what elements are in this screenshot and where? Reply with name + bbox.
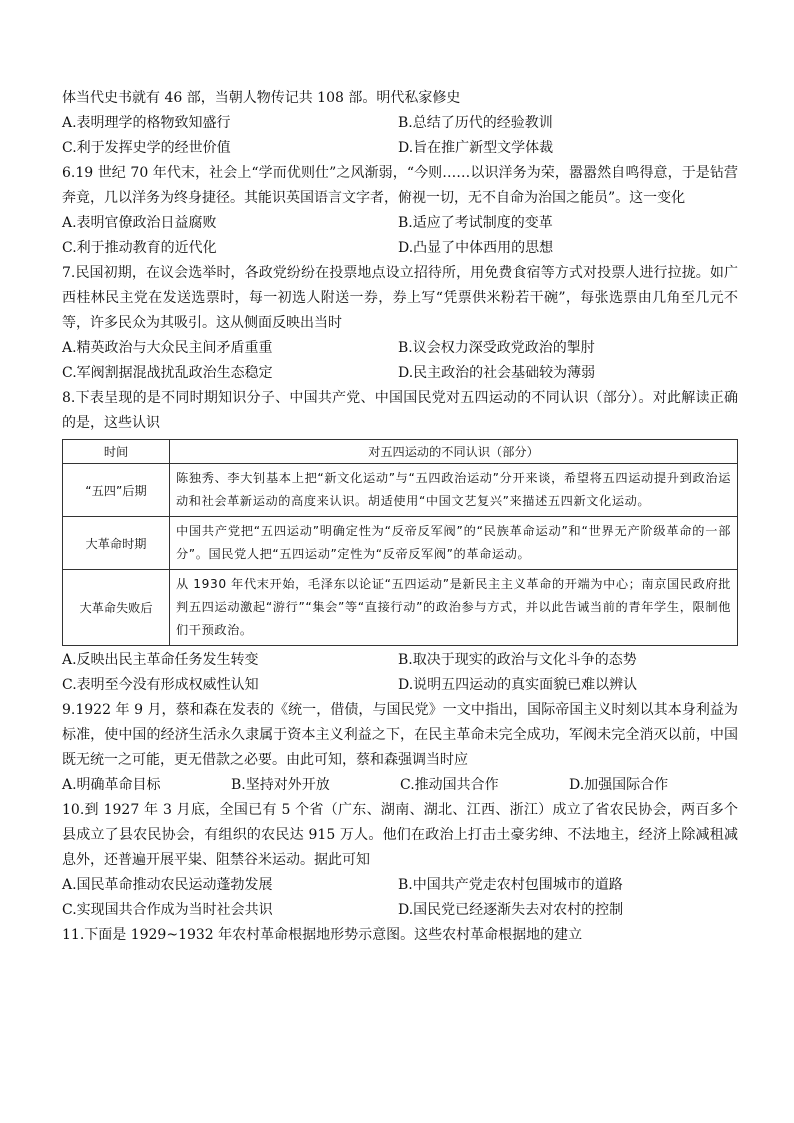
q9-stem: 9.1922 年 9 月，蔡和森在发表的《统一，借债，与国民党》一文中指出，国际帝国主义时刻以其本身利益为标准，使中国的经济生活永久隶属于资本主义利益之下，在民主革命未完全成功，军阀未完全消灭以前，中国既无统一之可能，更无借款之必要。由此可知，蔡和森强调当时应 — [62, 702, 738, 768]
q11-stem: 11.下面是 1929~1932 年农村革命根据地形势示意图。这些农村革命根据地的建立 — [62, 927, 583, 943]
table-header-row — [63, 440, 738, 464]
q7-option-a: A.精英政治与大众民主间矛盾重重 — [62, 340, 273, 356]
q10-option-a: A.国民革命推动农民运动蓬勃发展 — [62, 877, 273, 893]
q9-option-a: A.明确革命目标 — [62, 777, 161, 793]
q8-options — [62, 648, 738, 698]
q10-options — [62, 873, 738, 923]
q9-option-b: B.坚持对外开放 — [231, 777, 330, 793]
q8-option-b: B.取决于现实的政治与文化斗争的态势 — [398, 652, 637, 668]
q5-option-c: C.利于发挥史学的经世价值 — [62, 140, 231, 156]
q7-options — [62, 336, 738, 386]
q6-options — [62, 211, 738, 261]
q7-option-d: D.民主政治的社会基础较为薄弱 — [398, 365, 596, 381]
table-header-time: 时间 — [63, 440, 170, 464]
q10-option-c: C.实现国共合作成为当时社会共识 — [62, 902, 273, 918]
q7-option-c: C.军阀割据混战扰乱政治生态稳定 — [62, 365, 273, 381]
table-row — [63, 464, 738, 517]
q8-option-c: C.表明至今没有形成权威性认知 — [62, 677, 259, 693]
table-cell-period: 大革命时期 — [63, 517, 170, 570]
table-cell-text: 从 1930 年代末开始，毛泽东以论证“五四运动”是新民主主义革命的开端为中心；南京国民政府批判五四运动激起“游行”“集会”等“直接行动”的政治参与方式，并以此告诫当前的青年学生，限制他们干预政治。 — [170, 570, 738, 646]
q5-option-a: A.表明理学的格物致知盛行 — [62, 115, 231, 131]
q6-option-d: D.凸显了中体西用的思想 — [398, 240, 554, 256]
q9-option-d: D.加强国际合作 — [569, 777, 669, 793]
table-row — [63, 570, 738, 646]
exam-page — [62, 86, 738, 948]
table-row — [63, 517, 738, 570]
table-cell-period: “五四”后期 — [63, 464, 170, 517]
q9-options — [62, 773, 738, 798]
table-header-views: 对五四运动的不同认识（部分） — [170, 440, 738, 464]
q6-option-c: C.利于推动教育的近代化 — [62, 240, 217, 256]
intro-line: 体当代史书就有 46 部，当朝人物传记共 108 部。明代私家修史 — [62, 90, 461, 106]
q8-stem: 8.下表呈现的是不同时期知识分子、中国共产党、中国国民党对五四运动的不同认识（部分）。对此解读正确的是，这些认识 — [62, 390, 738, 431]
q8-option-d: D.说明五四运动的真实面貌已难以辨认 — [398, 677, 638, 693]
q10-option-d: D.国民党已经逐渐失去对农村的控制 — [398, 902, 624, 918]
table-cell-text: 陈独秀、李大钊基本上把“新文化运动”与“五四政治运动”分开来谈，希望将五四运动提升到政治运动和社会革新运动的高度来认识。胡适使用“中国文艺复兴”来描述五四新文化运动。 — [170, 464, 738, 517]
q8-table — [62, 439, 738, 646]
q9-option-c: C.推动国共合作 — [400, 777, 499, 793]
q7-option-b: B.议会权力深受政党政治的掣肘 — [398, 340, 595, 356]
q10-stem: 10.到 1927 年 3 月底，全国已有 5 个省（广东、湖南、湖北、江西、浙江）成立了省农民协会，两百多个县成立了县农民协会，有组织的农民达 915 万人。他们在政治上打击土豪劣绅、不法地主，经济上除减租减息外，还普遍开展平粜、阻禁谷米运动。据此可知 — [62, 802, 738, 868]
q6-option-b: B.适应了考试制度的变革 — [398, 215, 553, 231]
q7-stem: 7.民国初期，在议会选举时，各政党纷纷在投票地点设立招待所，用免费食宿等方式对投票人进行拉拢。如广西桂林民主党在发送选票时，每一初选人附送一券，券上写“凭票供米粉若干碗”，每张选票由几角至几元不等，许多民众为其吸引。这从侧面反映出当时 — [62, 265, 738, 331]
q8-option-a: A.反映出民主革命任务发生转变 — [62, 652, 259, 668]
q6-stem: 6.19 世纪 70 年代末，社会上“学而优则仕”之风渐弱，“今则……以识洋务为荣，嚣嚣然自鸣得意，于是钻营奔竟，几以洋务为终身捷径。其能识英国语言文字者，俯视一切，无不自命为治国之能员”。这一变化 — [62, 165, 738, 206]
q5-option-b: B.总结了历代的经验教训 — [398, 115, 553, 131]
table-cell-text: 中国共产党把“五四运动”明确定性为“反帝反军阀”的“民族革命运动”和“世界无产阶级革命的一部分”。国民党人把“五四运动”定性为“反帝反军阀”的革命运动。 — [170, 517, 738, 570]
q6-option-a: A.表明官僚政治日益腐败 — [62, 215, 217, 231]
q5-option-d: D.旨在推广新型文学体裁 — [398, 140, 554, 156]
table-cell-period: 大革命失败后 — [63, 570, 170, 646]
q10-option-b: B.中国共产党走农村包围城市的道路 — [398, 877, 623, 893]
q5-options — [62, 111, 738, 161]
